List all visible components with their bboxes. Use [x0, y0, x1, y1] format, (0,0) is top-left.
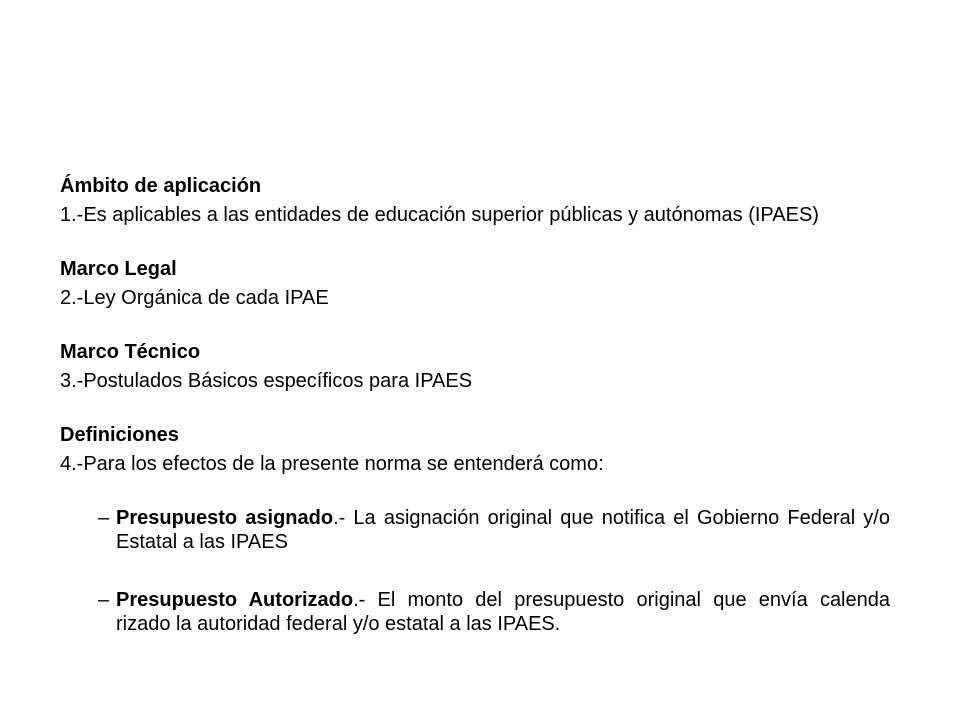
dash-bullet: – [98, 507, 110, 529]
item-text: .-Ley Orgánica de cada IPAE [71, 287, 329, 309]
paragraph-marco-tecnico [60, 369, 890, 393]
dash-bullet: – [98, 589, 110, 611]
definition-term: Presupuesto Autorizado [116, 589, 354, 611]
item-number: 4 [60, 453, 72, 475]
item-text: .-Es aplicables a las entidades de educación superior públicas y autónomas (IPAES) [71, 204, 819, 226]
heading-marco-tecnico: Marco Técnico [60, 341, 201, 363]
item-text: .-Postulados Básicos específicos para IPAES [71, 370, 473, 392]
item-text: .-Para los efectos de la presente norma se entenderá como: [71, 453, 604, 475]
definitions-list [60, 506, 890, 636]
item-number: 2 [60, 287, 72, 309]
definition-text: .- El monto del presupuesto original que envía calenda rizado la autoridad federal y/o estatal a las IPAES. [116, 589, 890, 635]
item-number: 3 [60, 370, 72, 392]
definition-text: .- La asignación original que notifica el Gobierno Federal y/o Estatal a las IPAES [116, 507, 890, 553]
paragraph-ambito [60, 203, 890, 227]
paragraph-definiciones [60, 452, 890, 476]
definition-term: Presupuesto asignado [116, 507, 334, 529]
definition-item [60, 588, 890, 636]
slide-body [60, 174, 890, 670]
heading-ambito: Ámbito de aplicación [60, 175, 262, 197]
item-number: 1 [60, 204, 72, 226]
definition-item [60, 506, 890, 554]
paragraph-marco-legal [60, 286, 890, 310]
heading-definiciones: Definiciones [60, 424, 179, 446]
heading-marco-legal: Marco Legal [60, 258, 177, 280]
